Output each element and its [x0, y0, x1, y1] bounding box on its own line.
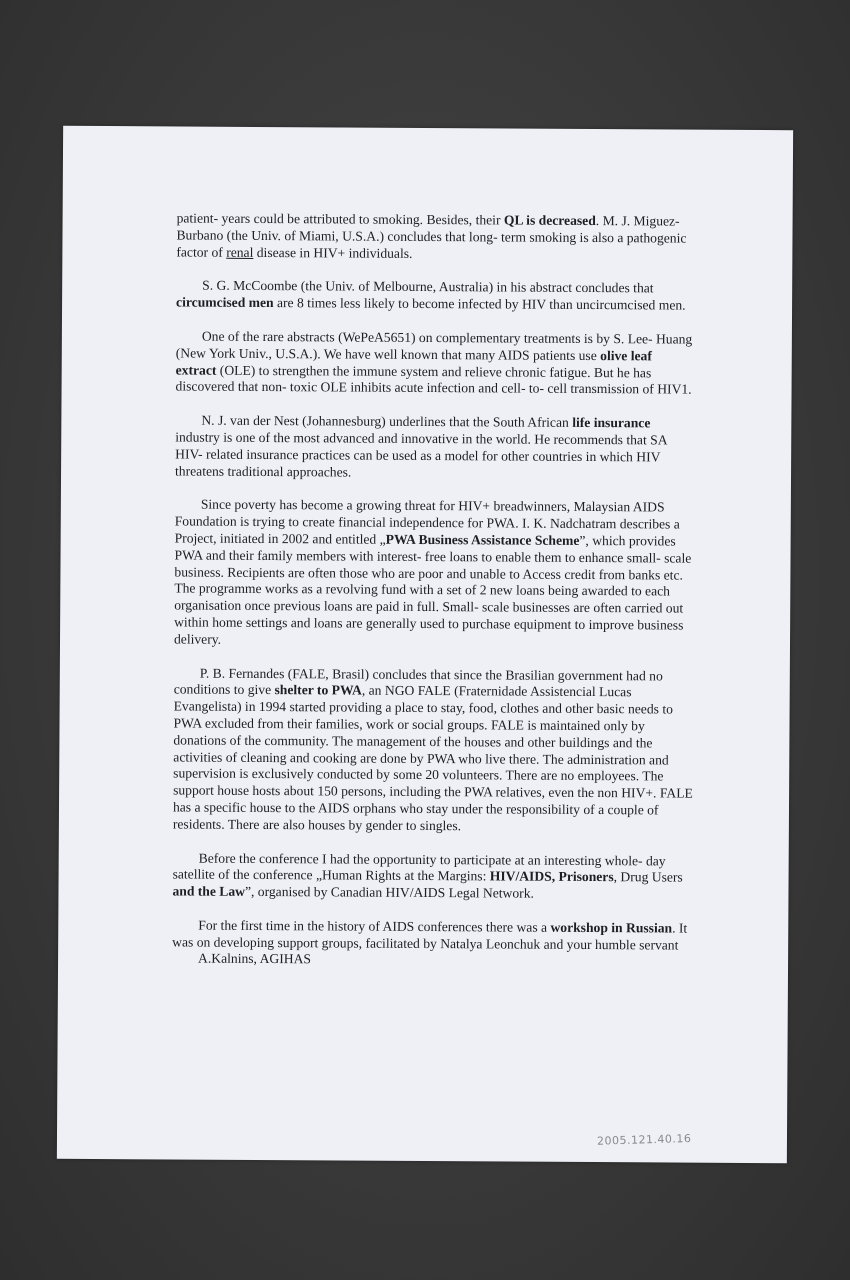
paragraph: Since poverty has become a growing threat for HIV+ breadwinners, Malaysian AIDS Foundation is trying to create financial independence for PWA. I. K. Nadchatram describes a Project, initiated in 2002 and entitled „PWA Business Assistance Scheme”, which provides PWA and their family members with interest- free loans to enable them to enhance small- scale business. Recipients are often those who are poor and unable to Access credit from banks etc. The programme works as a revolving fund with a set of 2 new loans being awarded to each organisation once previous loans are paid in full. Small- scale businesses are often carried out within home settings and loans are generally used to purchase equipment to improve business delivery. [173, 496, 692, 647]
paragraph: Before the conference I had the opportunity to participate at an interesting whole- day satellite of the conference „Human Rights at the Margins: HIV/AIDS, Prisoners, Drug Users and the Law”, organised by Canadian HIV/AIDS Legal Network. [172, 850, 683, 901]
paragraph: P. B. Fernandes (FALE, Brasil) concludes that since the Brasilian government had no conditions to give shelter to PWA, an NGO FALE (Fraternidade Assistencial Lucas Evangelista) in 1994 started providing a place to stay, food, clothes and other basic needs to PWA excluded from their families, work or social groups. FALE is maintained only by donations of the community. The management of the houses and other buildings and the activities of cleaning and cooking are done by PWA who live there. The administration and supervision is exclusively conducted by some 20 volunteers. There are no employees. The support house hosts about 150 persons, including the PWA relatives, even the non HIV+. FALE has a specific house to the AIDS orphans who stay under the responsibility of a couple of residents. There are also houses by gender to singles. [172, 665, 693, 833]
paragraph: N. J. van der Nest (Johannesburg) underlines that the South African life insurance industry is one of the most advanced and innovative in the world. He recommends that SA HIV- related insurance practices can be used as a model for other countries in which HIV threatens traditional approaches. [175, 412, 667, 480]
signature: A.Kalnins, AGIHAS [198, 951, 312, 967]
paragraph: For the first time in the history of AIDS conferences there was a workshop in Russian. It was on developing support groups, facilitated by Natalya Leonchuk and your humble servant A.Kalnins, AGIHAS [172, 917, 692, 971]
paragraph: One of the rare abstracts (WePeA5651) on complementary treatments is by S. Lee- Huang (New York Univ., U.S.A.). We have well known that many AIDS patients use olive leaf extract (OLE) to strengthen the immune system and relieve chronic fatigue. But he has discovered that non- toxic OLE inhibits acute infection and cell- to- cell transmission of HIV1. [175, 328, 693, 397]
paragraph: S. G. McCoombe (the Univ. of Melbourne, Australia) in his abstract concludes that circumcised men are 8 times less likely to become infected by HIV than uncircumcised men. [176, 278, 686, 313]
document-body [172, 210, 697, 970]
paragraph: patient- years could be attributed to smoking. Besides, their QL is decreased. M. J. Miguez- Burbano (the Univ. of Miami, U.S.A.) concludes that long- term smoking is also a pathogenic factor of renal disease in HIV+ individuals. [176, 210, 687, 261]
catalog-number: 2005.121.40.16 [596, 1131, 692, 1148]
document-page [57, 126, 793, 1163]
